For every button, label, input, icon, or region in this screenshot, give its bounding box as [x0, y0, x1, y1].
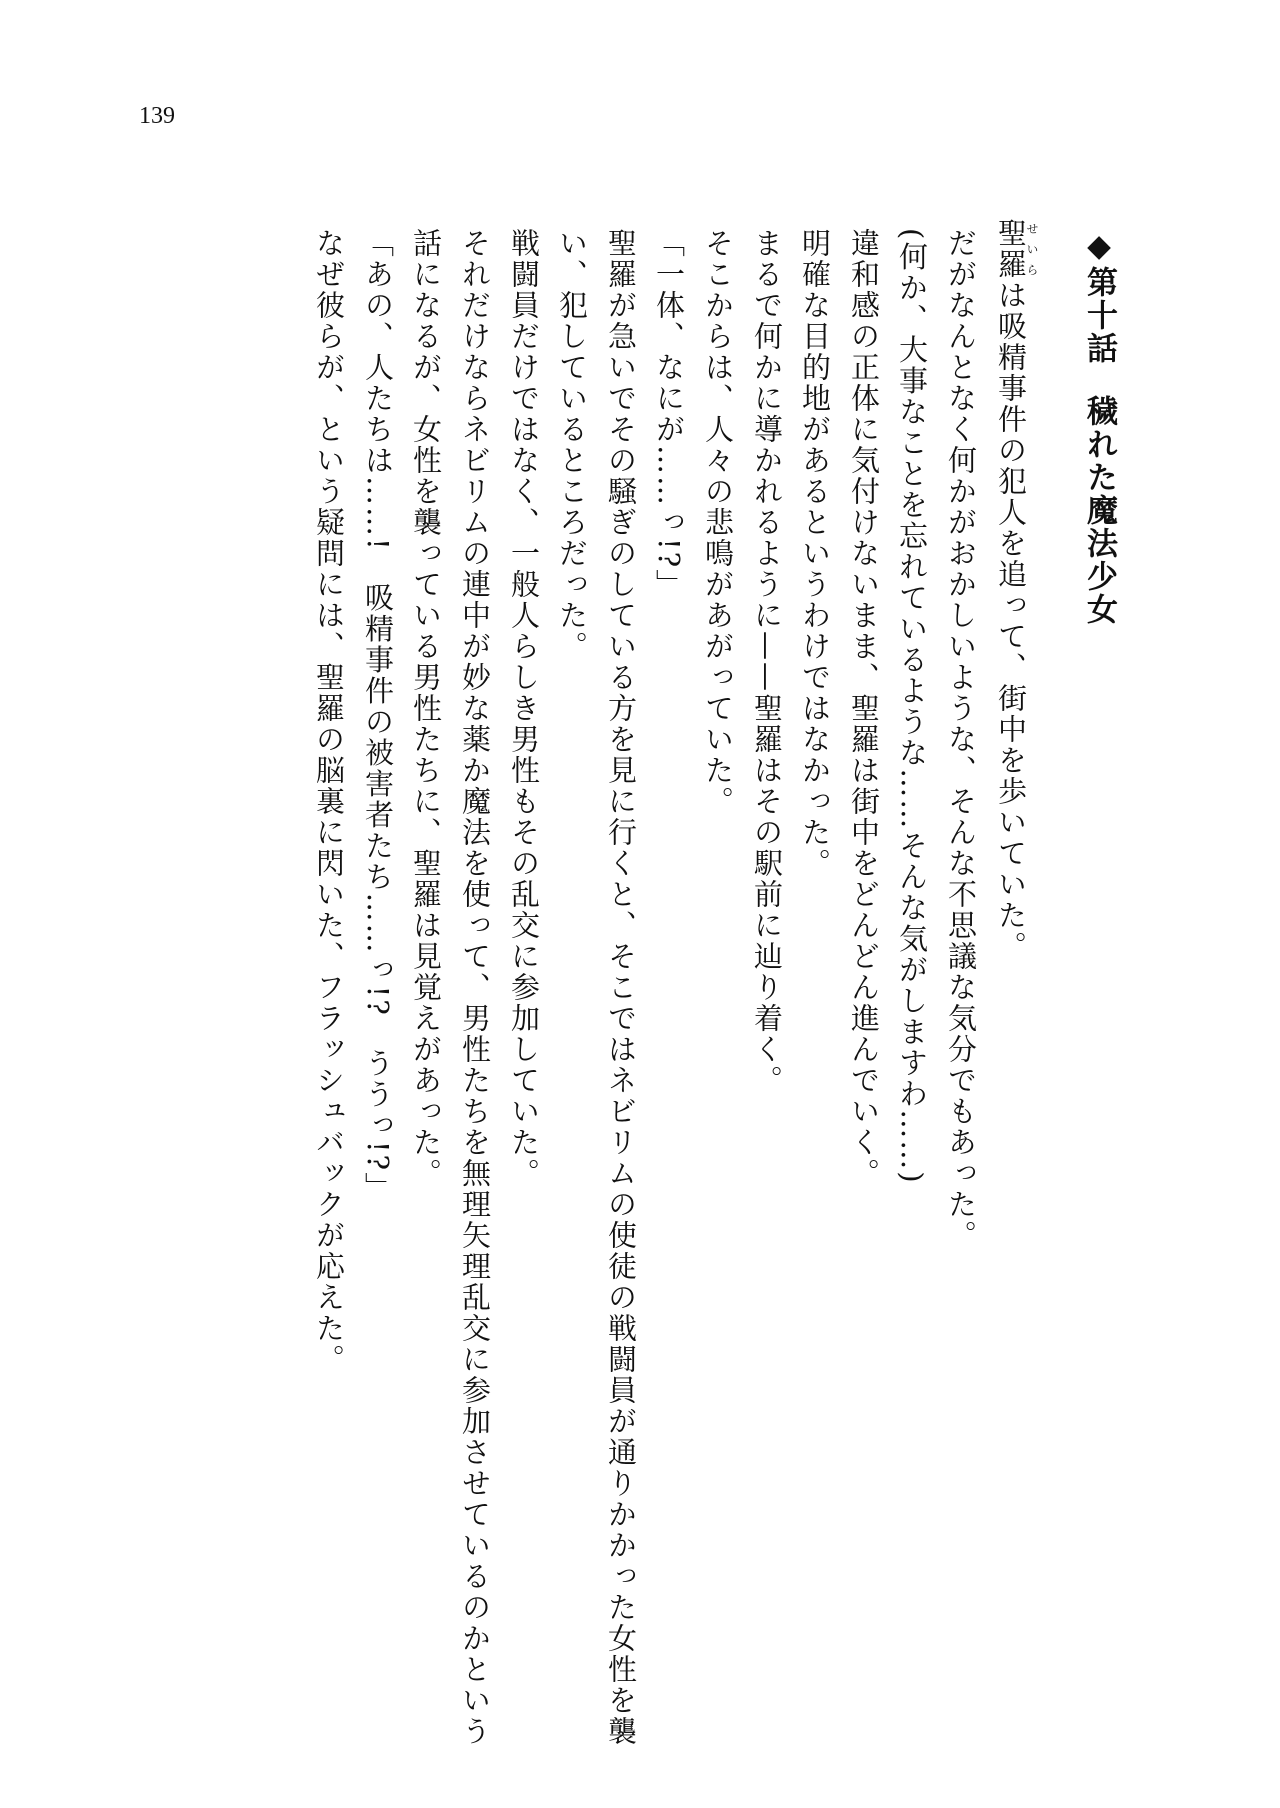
text-line-10: い、犯しているところだった。 [555, 228, 589, 662]
text-line-12: それだけならネビリムの連中が妙な薬か魔法を使って、男性たちを無理矢理乱交に参加させているのかという [458, 228, 492, 1747]
text-line-5: 明確な目的地があるというわけではなかった。 [798, 228, 832, 879]
chapter-number: 第十話 [1081, 266, 1117, 365]
diamond-bullet-icon: ◆ [1081, 228, 1117, 266]
text-line-6: まるで何かに導かれるように——聖羅はその駅前に辿り着く。 [750, 228, 784, 1096]
text-line-8: 「一体、なにが……っ!?」 [652, 228, 686, 601]
text-line-1: 聖羅せいらは吸精事件の犯人を追って、街中を歩いていた。 [994, 218, 1039, 962]
chapter-title: 穢れた魔法少女 [1081, 395, 1117, 626]
text-line-2: だがなんとなく何かがおかしいような、そんな不思議な気分でもあった。 [944, 228, 978, 1251]
text-line-4: 違和感の正体に気付けないまま、聖羅は街中をどんどん進んでいく。 [847, 228, 881, 1189]
text-line-9: 聖羅が急いでその騒ぎのしている方を見に行くと、そこではネビリムの使徒の戦闘員が通りかかった女性を襲 [604, 228, 638, 1747]
text-line-14: 「あの、人たちは……! 吸精事件の被害者たち……っ!? ううっ!?」 [361, 228, 395, 1204]
ruby-name: 聖羅せいら [994, 218, 1039, 280]
text-line-7: そこからは、人々の悲鳴があがっていた。 [701, 228, 735, 817]
chapter-heading [1081, 228, 1117, 626]
text-line-3: (何か、大事なことを忘れているような……そんな気がしますわ……) [895, 228, 929, 1185]
ruby-reading: せいら [1025, 218, 1039, 280]
page-number: 139 [139, 103, 175, 129]
text-line-11: 戦闘員だけではなく、一般人らしき男性もその乱交に参加していた。 [507, 228, 541, 1189]
text-line-15: なぜ彼らが、という疑問には、聖羅の脳裏に閃いた、フラッシュバックが応えた。 [312, 228, 346, 1375]
text-line-13: 話になるが、女性を襲っている男性たちに、聖羅は見覚えがあった。 [409, 228, 443, 1189]
